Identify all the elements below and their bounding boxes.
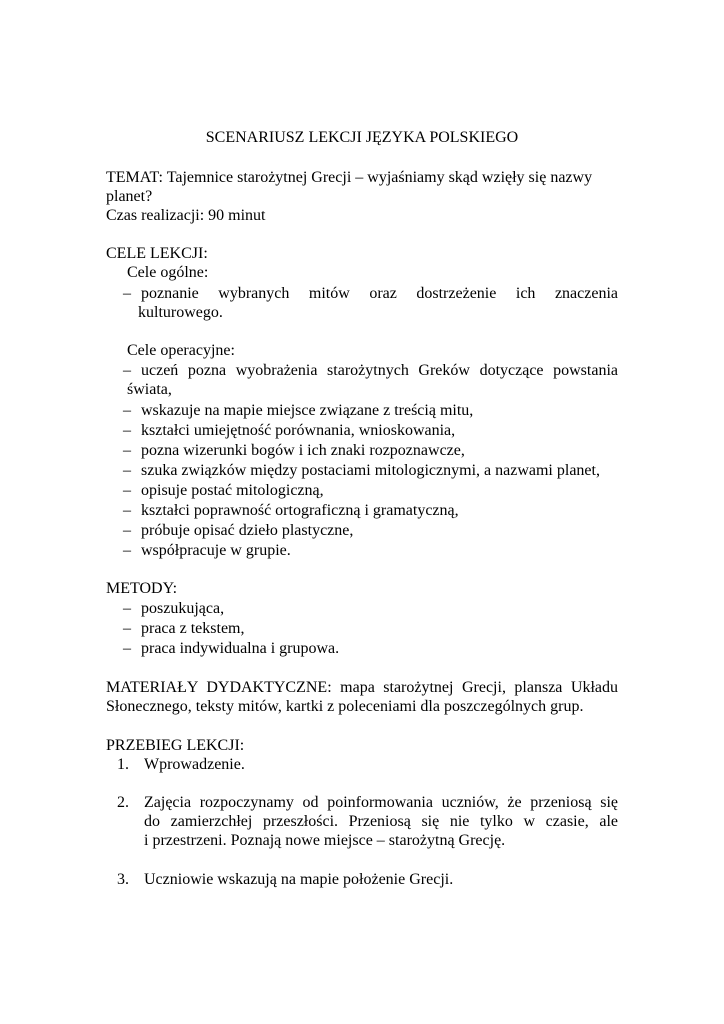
general-goal-line: poznanie wybranych mitów oraz dostrzeżenie ich znaczenia [141, 285, 618, 302]
operational-goal-line: uczeń pozna wyobrażenia starożytnych Greków dotyczące powstania [141, 362, 618, 379]
list-item-text: praca z tekstem, [141, 620, 245, 637]
step-text-continued: do zamierzchłej przeszłości. Przeniosą się nie tylko w czasie, ale [144, 813, 618, 830]
step-number: 1. [117, 756, 129, 773]
step-text: Uczniowie wskazują na mapie położenie Grecji. [144, 871, 454, 888]
list-dash: – [123, 422, 131, 439]
general-goal-line-continued: kulturowego. [138, 304, 223, 321]
materials-line-continued: Słonecznego, teksty mitów, kartki z poleceniami dla poszczególnych grup. [106, 698, 584, 715]
duration: Czas realizacji: 90 minut [106, 207, 266, 224]
list-dash: – [123, 462, 131, 479]
page-title: SCENARIUSZ LEKCJI JĘZYKA POLSKIEGO [205, 129, 519, 146]
list-dash: – [123, 502, 131, 519]
list-dash: – [123, 482, 131, 499]
list-dash: – [123, 640, 131, 657]
list-item-text: szuka związków między postaciami mitologicznymi, a nazwami planet, [141, 462, 600, 479]
goals-heading: CELE LEKCJI: [106, 245, 208, 262]
list-dash: – [123, 402, 131, 419]
materials-line: MATERIAŁY DYDAKTYCZNE: mapa starożytnej Grecji, plansza Układu [106, 679, 618, 696]
operational-goal-line-continued: świata, [127, 381, 172, 398]
list-item-text: opisuje postać mitologiczną, [141, 482, 324, 499]
list-item-text: kształci poprawność ortograficzną i gramatyczną, [141, 502, 459, 519]
list-dash: – [123, 620, 131, 637]
list-item-text: próbuje opisać dzieło plastyczne, [141, 522, 354, 539]
list-item-text: pozna wizerunki bogów i ich znaki rozpoznawcze, [141, 442, 465, 459]
list-item-text: wskazuje na mapie miejsce związane z treścią mitu, [141, 402, 474, 419]
list-item-text: współpracuje w grupie. [141, 542, 291, 559]
step-text: Wprowadzenie. [144, 756, 245, 773]
list-dash: – [123, 442, 131, 459]
topic-line: TEMAT: Tajemnice starożytnej Grecji – wyjaśniamy skąd wzięły się nazwy [106, 169, 593, 186]
list-dash: – [123, 542, 131, 559]
methods-heading: METODY: [106, 580, 178, 597]
operational-goals-heading: Cele operacyjne: [127, 342, 235, 359]
step-text-continued: i przestrzeni. Poznają nowe miejsce – starożytną Grecję. [144, 832, 506, 849]
step-text: Zajęcia rozpoczynamy od poinformowania uczniów, że przeniosą się [144, 794, 618, 811]
list-dash: – [123, 600, 131, 617]
list-item-text: kształci umiejętność porównania, wnioskowania, [141, 422, 456, 439]
list-dash: – [123, 522, 131, 539]
list-item-text: poszukująca, [141, 600, 225, 617]
list-dash: – [123, 362, 131, 379]
general-goals-heading: Cele ogólne: [127, 264, 209, 281]
topic-line-continued: planet? [106, 188, 153, 205]
list-dash: – [123, 285, 131, 302]
step-number: 2. [117, 794, 129, 811]
course-heading: PRZEBIEG LEKCJI: [106, 737, 245, 754]
step-number: 3. [117, 871, 129, 888]
list-item-text: praca indywidualna i grupowa. [141, 640, 340, 657]
